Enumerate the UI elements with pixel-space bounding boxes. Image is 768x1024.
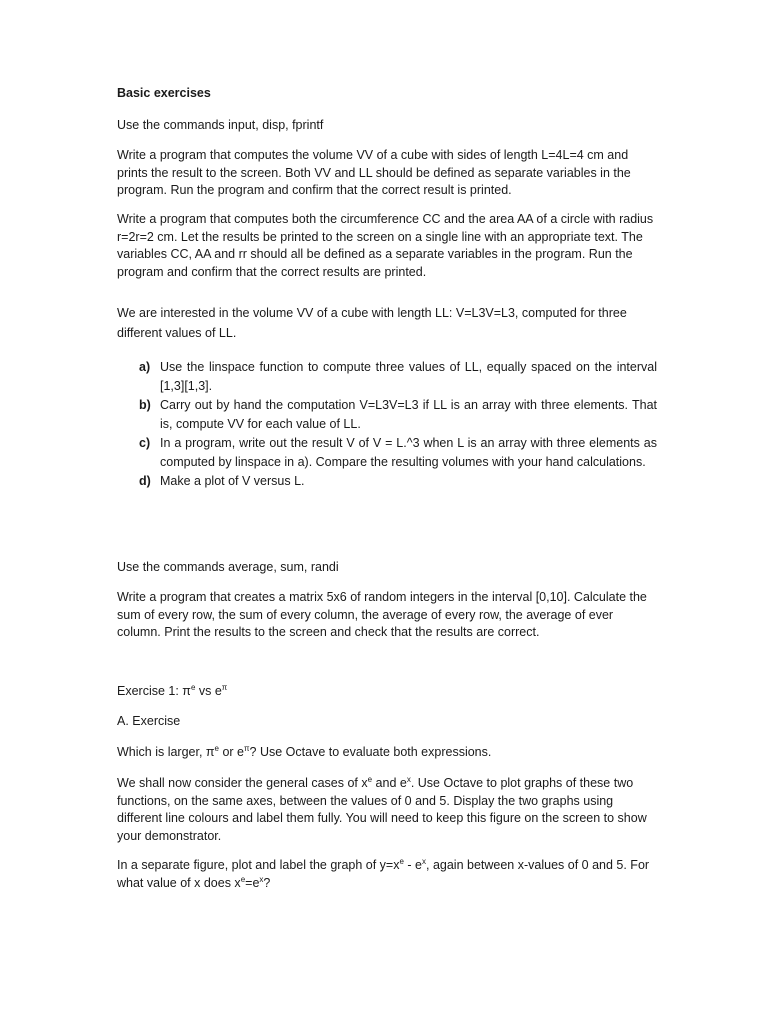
list-item-a bbox=[117, 358, 657, 396]
paragraph-circle: Write a program that computes both the circumference CC and the area AA of a circle with radius r=2r=2 cm. Let the results be printed to the screen on a single line with an appropriate text. The variables CC, AA and rr should all be defined as a separate variables in the program. Run the program and confirm that the correct results are printed. bbox=[117, 212, 654, 279]
paragraph-text: , again between x-values of 0 and 5. For what value of x does x bbox=[117, 858, 650, 890]
list-item-text: Use the linspace function to compute three values of LL, equally spaced on the interval [1,3][1,3]. bbox=[160, 360, 657, 393]
list-item-text: Make a plot of V versus L. bbox=[160, 474, 305, 488]
question-text: ? Use Octave to evaluate both expressions. bbox=[249, 745, 492, 759]
list-marker: c) bbox=[139, 436, 151, 450]
paragraph-text: ? bbox=[263, 875, 271, 890]
paragraph-text: . Use Octave to plot graphs of these two functions, on the same axes, between the values of 0 and 5. Display the two graphs using different line colours and label them fully. You will need to keep this figure on the screen to show your demonstrator. bbox=[117, 776, 647, 843]
title-text: vs e bbox=[195, 684, 222, 698]
commands-line-matrix: Use the commands average, sum, randi bbox=[117, 560, 339, 574]
paragraph-separate-figure bbox=[117, 857, 657, 892]
superscript: e bbox=[240, 874, 246, 884]
superscript: π bbox=[221, 682, 228, 692]
superscript: π bbox=[244, 743, 250, 753]
exercise-1-title bbox=[117, 683, 657, 701]
list-item-text: In a program, write out the result V of V = L.^3 when L is an array with three elements as computed by linspace in a). Compare the resulting volumes with your hand calculations. bbox=[160, 436, 657, 469]
list-item-text: Carry out by hand the computation V=L3V=L3 if LL is an array with three elements. That is, compute VV for each value of LL. bbox=[160, 398, 657, 431]
list-item-c bbox=[117, 434, 657, 472]
superscript: e bbox=[399, 856, 404, 866]
superscript: e bbox=[190, 682, 196, 692]
list-marker: d) bbox=[139, 474, 151, 488]
paragraph-text: - e bbox=[403, 858, 422, 872]
paragraph-interest: We are interested in the volume VV of a cube with length LL: V=L3V=L3, computed for three different values of LL. bbox=[117, 306, 627, 340]
superscript: x bbox=[259, 874, 264, 884]
question-text: Which is larger, π bbox=[117, 745, 215, 759]
paragraph-general-cases bbox=[117, 775, 657, 845]
subheading-a-exercise: A. Exercise bbox=[117, 714, 181, 728]
superscript: x bbox=[406, 774, 411, 784]
list-marker: b) bbox=[139, 398, 151, 412]
superscript: e bbox=[214, 743, 219, 753]
paragraph-cube-volume: Write a program that computes the volume VV of a cube with sides of length L=4L=4 cm and prints the result to the screen. Both VV and LL should be defined as separate variables in the program. Run the program and confirm that the correct result is printed. bbox=[117, 148, 631, 197]
list-item-d bbox=[117, 472, 657, 491]
paragraph-text: =e bbox=[245, 875, 260, 890]
paragraph-matrix: Write a program that creates a matrix 5x6 of random integers in the interval [0,10]. Calculate the sum of every row, the sum of every column, the average of every row, the average of ever column. Print the results to the screen and check that the results are correct. bbox=[117, 590, 647, 639]
paragraph-text: We shall now consider the general cases of x bbox=[117, 776, 368, 790]
superscript: e bbox=[367, 774, 373, 784]
list-item-b bbox=[117, 396, 657, 434]
question-text: or e bbox=[219, 745, 245, 759]
superscript: x bbox=[422, 856, 426, 866]
exercise-list bbox=[117, 358, 657, 491]
list-marker: a) bbox=[139, 360, 151, 374]
paragraph-text: and e bbox=[372, 776, 407, 790]
paragraph-text: In a separate figure, plot and label the graph of y=x bbox=[117, 858, 400, 872]
section-heading-basic-exercises: Basic exercises bbox=[117, 86, 211, 100]
question-larger bbox=[117, 744, 657, 762]
title-text: Exercise 1: π bbox=[117, 684, 191, 698]
commands-line-basic: Use the commands input, disp, fprintf bbox=[117, 118, 324, 132]
